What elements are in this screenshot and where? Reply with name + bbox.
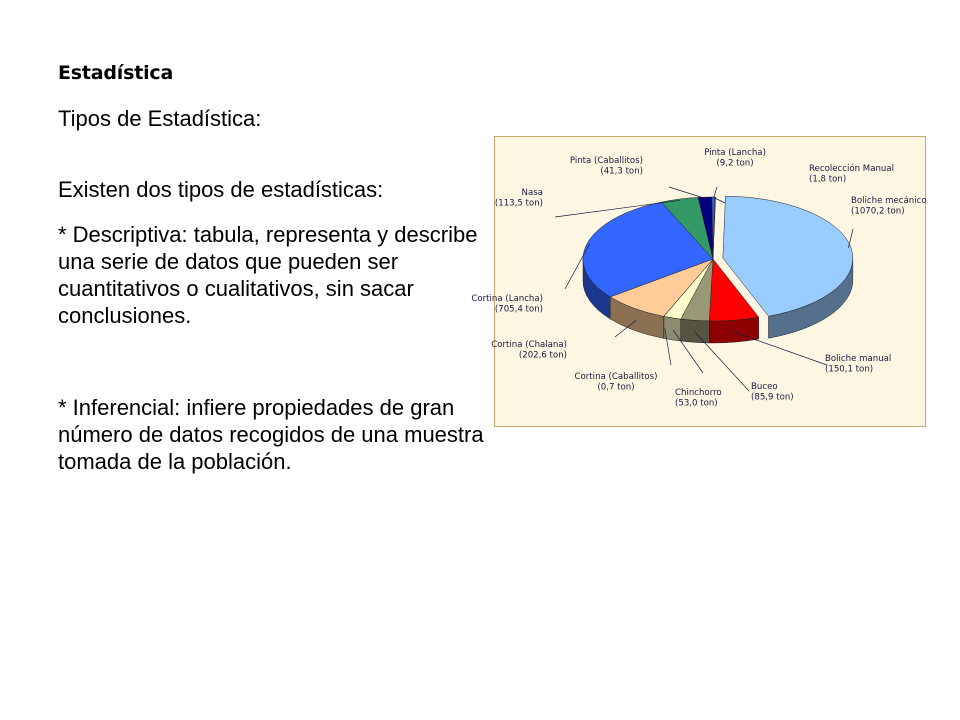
intro-paragraph: Existen dos tipos de estadísticas: [58,177,384,202]
leader-line-pinta-caballitos [669,187,705,198]
slice-label-boliche-mecanico: Boliche mecánico (1070,2 ton) [851,196,927,217]
slice-label-nasa: Nasa (113,5 ton) [494,188,543,209]
leader-line-boliche-manual [734,332,827,365]
descriptive-paragraph: * Descriptiva: tabula, representa y describe una serie de datos que pueden ser cuantitativos o cualitativos, sin sacar conclusiones. [58,222,478,328]
slide-subtitle: Tipos de Estadística: [58,106,262,131]
leader-line-recoleccion-manual [715,198,725,203]
slice-label-recoleccion-manual: Recolección Manual (1,8 ton) [809,164,895,185]
inferential-paragraph: * Inferencial: infiere propiedades de gran número de datos recogidos de una muestra tomada de la población. [58,395,484,474]
slice-label-cortina-chalana: Cortina (Chalana) (202,6 ton) [491,340,567,361]
slice-label-boliche-manual: Boliche manual (150,1 ton) [825,354,892,375]
slice-label-pinta-lancha: Pinta (Lancha) (9,2 ton) [704,148,766,169]
slice-label-chinchorro: Chinchorro (53,0 ton) [675,388,722,409]
pie-chart-image [471,136,927,427]
slice-label-cortina-caballitos: Cortina (Caballitos) (0,7 ton) [574,372,658,393]
slice-label-cortina-lancha: Cortina (Lancha) (705,4 ton) [471,294,543,315]
slide-title: Estadística [58,62,174,84]
slice-label-buceo: Buceo (85,9 ton) [751,382,794,403]
pie-slice-side-buceo [681,319,709,343]
leader-line-boliche-mecanico [848,229,853,248]
leader-line-pinta-lancha [713,187,717,198]
slice-label-pinta-caballitos: Pinta (Caballitos) (41,3 ton) [569,156,643,177]
pie-tops-layer [583,196,853,321]
pie-chart [471,137,927,426]
